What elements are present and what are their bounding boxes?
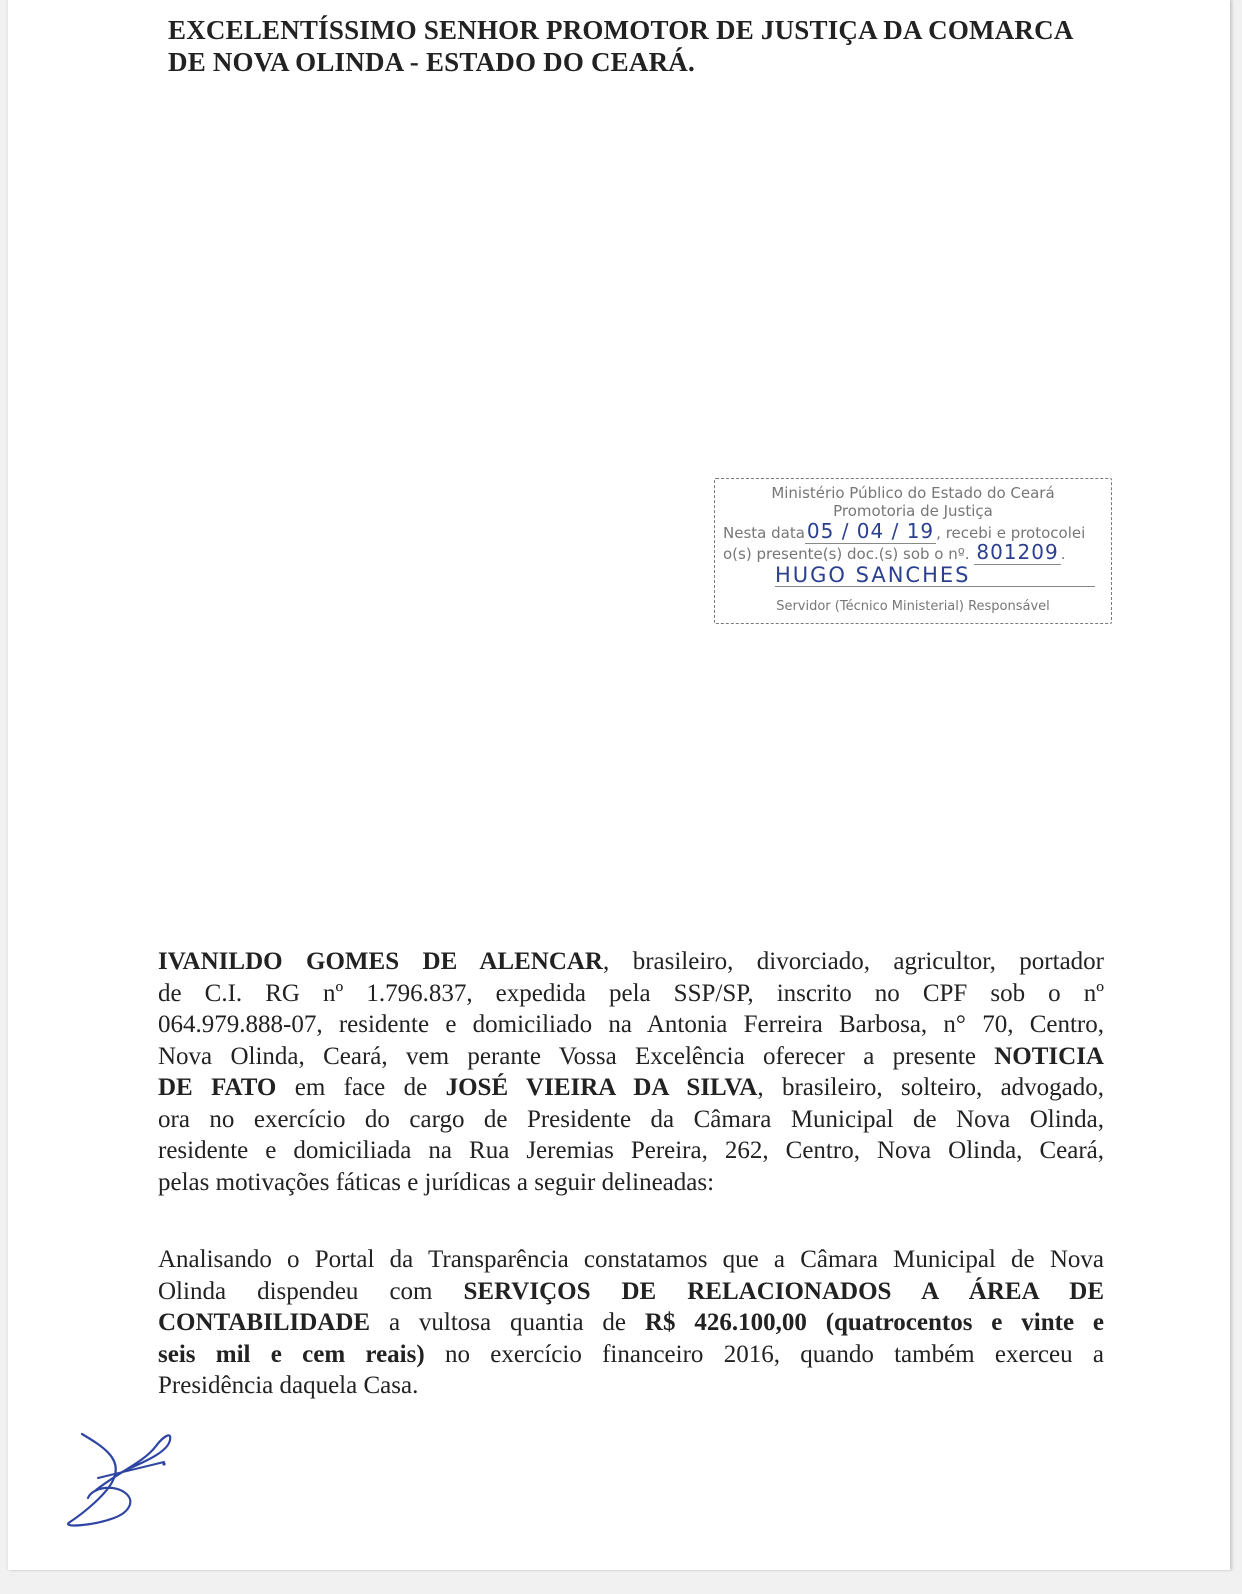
handwritten-signature	[52, 1422, 192, 1534]
paragraph-1-line-1	[158, 946, 1104, 978]
paragraph-1-line-5	[158, 1072, 1104, 1104]
text-run: no exercício financeiro 2016, quando também exerceu a	[424, 1340, 1104, 1368]
paragraph-1-line-3: 064.979.888-07, residente e domiciliado na Antonia Ferreira Barbosa, n° 70, Centro,	[158, 1011, 1104, 1038]
paragraph-1-line-2: de C.I. RG nº 1.796.837, expedida pela SSP/SP, inscrito no CPF sob o nº	[158, 979, 1104, 1007]
paragraph-1	[158, 946, 1104, 1198]
text-run: Nova Olinda, Ceará, vem perante Vossa Excelência oferecer a presente	[158, 1042, 995, 1070]
stamp-date-suffix: , recebi e protocolei	[936, 524, 1086, 542]
paragraph-1-line-6: ora no exercício do cargo de Presidente da Câmara Municipal de Nova Olinda,	[158, 1105, 1104, 1133]
amount: R$ 426.100,00 (quatrocentos e vinte e	[644, 1309, 1104, 1336]
heading-line-1: EXCELENTÍSSIMO SENHOR PROMOTOR DE JUSTIÇA DA COMARCA	[168, 15, 1074, 45]
stamp-protocol-suffix: .	[1060, 545, 1066, 563]
text-run: Olinda dispendeu com	[158, 1277, 464, 1305]
paragraph-2-line-5: Presidência daquela Casa.	[158, 1372, 419, 1399]
complainant-name: IVANILDO GOMES DE ALENCAR	[158, 948, 603, 975]
heading-line-2: DE NOVA OLINDA - ESTADO DO CEARÁ.	[168, 47, 695, 77]
stamp-signer-name: HUGO SANCHES	[775, 567, 1095, 587]
paragraph-1-line-4	[158, 1041, 1104, 1073]
stamp-date-prefix: Nesta data	[723, 524, 805, 542]
stamp-line-4	[723, 540, 1066, 564]
protocol-stamp	[714, 478, 1112, 624]
stamp-protocol-number: 801209	[976, 540, 1059, 564]
stamp-date: 05 / 04 / 19	[806, 519, 935, 543]
amount-words: seis mil e cem reais)	[158, 1340, 425, 1368]
bold-run: CONTABILIDADE	[158, 1309, 371, 1336]
document-heading	[168, 14, 1148, 78]
document-page	[8, 0, 1230, 1570]
paragraph-2	[158, 1244, 1104, 1402]
text-run: , brasileiro, solteiro, advogado,	[757, 1074, 1105, 1101]
stamp-role: Servidor (Técnico Ministerial) Responsável	[776, 599, 1050, 614]
text-run: , brasileiro, divorciado, agricultor, portador	[602, 948, 1104, 975]
text-run: a vultosa quantia de	[370, 1309, 645, 1336]
paragraph-2-line-3	[158, 1307, 1104, 1339]
text-run: em face de	[276, 1074, 446, 1101]
paragraph-2-line-2	[158, 1276, 1104, 1308]
paragraph-1-line-7: residente e domiciliada na Rua Jeremias Pereira, 262, Centro, Nova Olinda, Ceará,	[158, 1137, 1104, 1164]
stamp-protocol-prefix: o(s) presente(s) doc.(s) sob o nº.	[723, 545, 970, 563]
paragraph-2-line-1: Analisando o Portal da Transparência constatamos que a Câmara Municipal de Nova	[158, 1246, 1104, 1273]
paragraph-1-line-8: pelas motivações fáticas e jurídicas a seguir delineadas:	[158, 1168, 715, 1196]
bold-run: NOTICIA	[994, 1042, 1104, 1070]
stamp-line-1: Ministério Público do Estado do Ceará	[771, 484, 1055, 502]
bold-run: SERVIÇOS DE RELACIONADOS A ÁREA DE	[463, 1277, 1104, 1305]
bold-run: DE FATO	[158, 1074, 277, 1101]
paragraph-2-line-4	[158, 1339, 1104, 1371]
respondent-name: JOSÉ VIEIRA DA SILVA	[445, 1074, 758, 1101]
stamp-line-2: Promotoria de Justiça	[833, 502, 993, 520]
